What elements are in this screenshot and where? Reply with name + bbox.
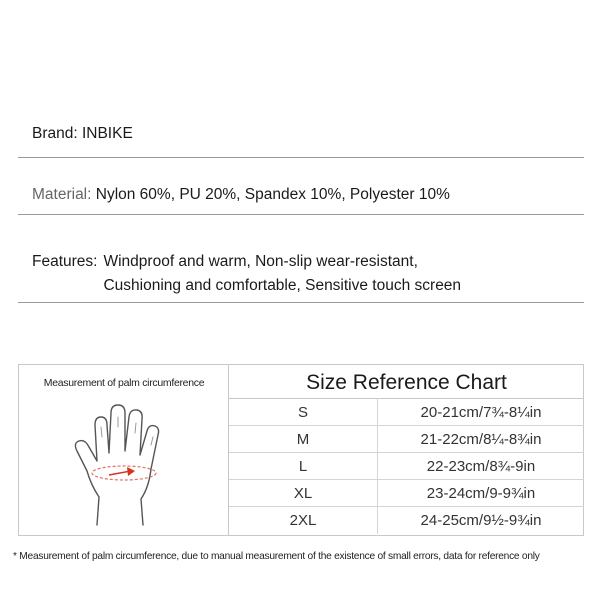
size-reference-table (18, 364, 584, 536)
footnote: * Measurement of palm circumference, due to manual measurement of the existence of small errors, data for reference only (13, 551, 540, 562)
divider (18, 302, 584, 303)
features-values (103, 250, 461, 298)
palm-measurement-cell (19, 365, 229, 535)
table-row (229, 507, 584, 534)
size-name: XL (229, 480, 378, 506)
brand-text: Brand: INBIKE (32, 125, 133, 142)
size-name: S (229, 399, 378, 425)
material-text (32, 186, 450, 204)
material-label: Material: (32, 186, 92, 203)
table-row (229, 399, 584, 426)
divider (18, 214, 584, 215)
divider (18, 157, 584, 158)
table-row (229, 480, 584, 507)
table-row (229, 426, 584, 453)
size-measure: 24-25cm/9½-9¾in (420, 512, 542, 529)
size-measure: 20-21cm/7¾-8¼in (420, 404, 542, 421)
palm-caption: Measurement of palm circumference (43, 377, 205, 389)
size-name: 2XL (229, 507, 378, 534)
features-line: Windproof and warm, Non-slip wear-resistant, (103, 253, 418, 270)
chart-title: Size Reference Chart (229, 365, 584, 399)
material-value: Nylon 60%, PU 20%, Spandex 10%, Polyester 10% (95, 186, 450, 203)
size-measure: 21-22cm/8¼-8¾in (420, 431, 542, 448)
table-row (229, 453, 584, 480)
size-name: M (229, 426, 378, 452)
hand-palm-icon (69, 397, 179, 527)
size-measure: 22-23cm/8¾-9in (426, 458, 536, 475)
size-name: L (229, 453, 378, 479)
features-label: Features: (32, 253, 98, 270)
size-measure: 23-24cm/9-9¾in (426, 485, 536, 502)
features-line: Cushioning and comfortable, Sensitive touch screen (103, 277, 462, 294)
features-text (32, 250, 461, 298)
